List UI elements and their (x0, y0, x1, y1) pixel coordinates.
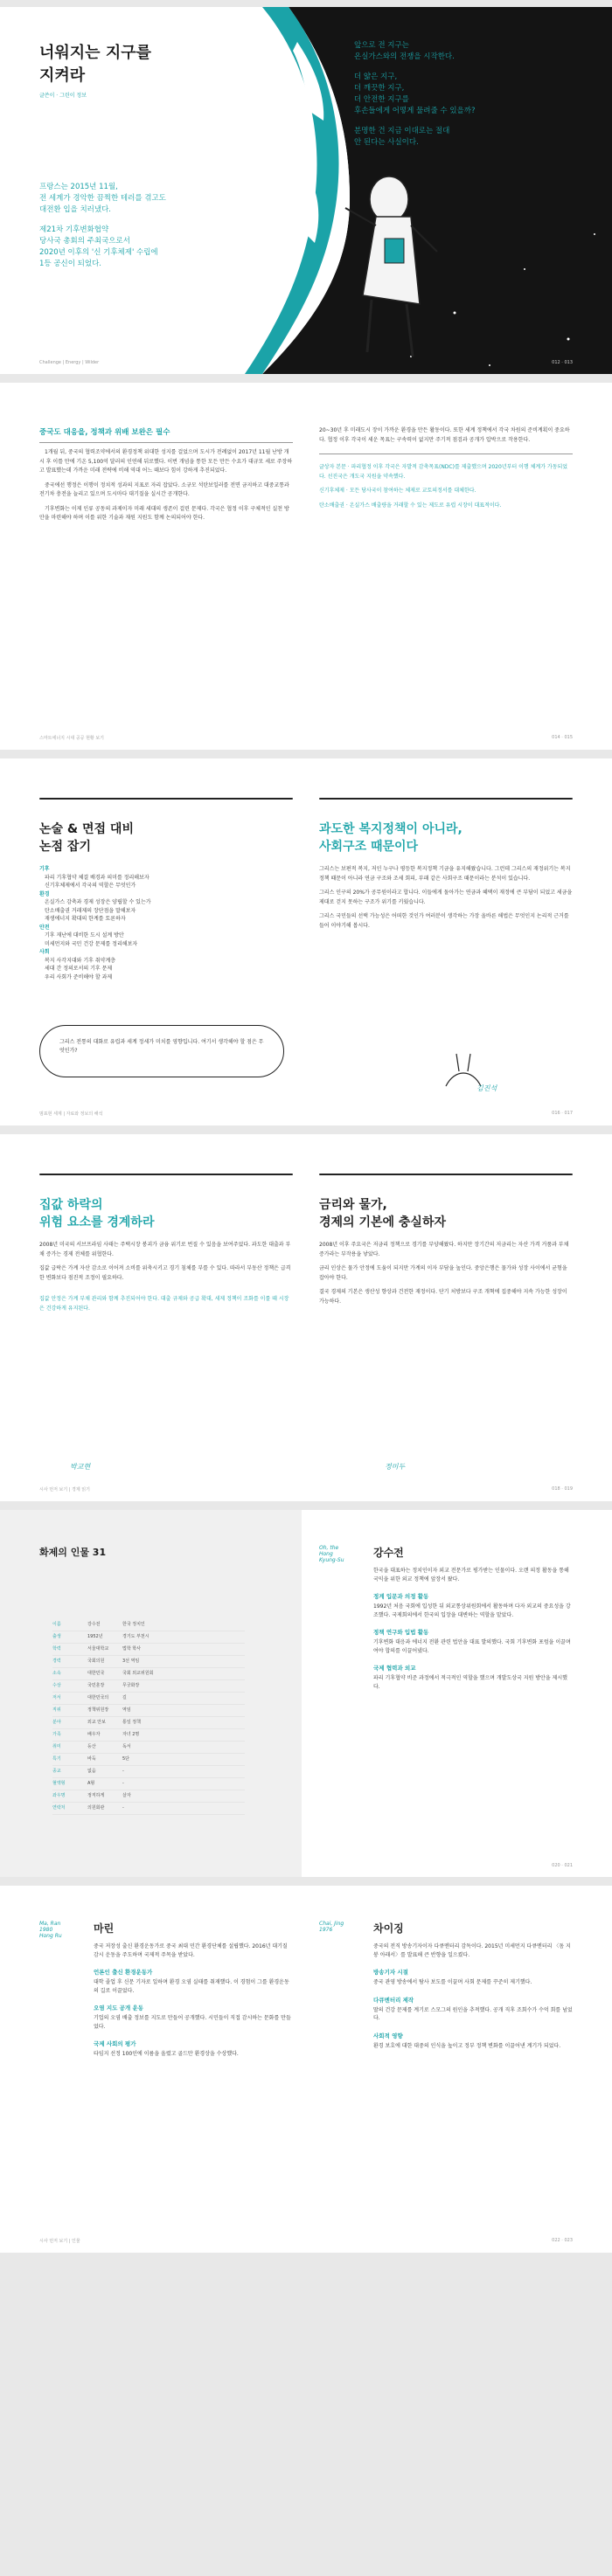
page4-footer: 시사 먼저 보기 | 경제 읽기 018 · 019 (39, 1486, 573, 1492)
page3-left-title-2: 논점 잡기 (39, 840, 91, 854)
page4-right-title-1: 금리와 물가, (319, 1198, 387, 1212)
page6-right-name: 차이징 (373, 1922, 404, 1935)
page1-footer: Challenge | Energy | Wilder 012 · 013 (39, 360, 573, 365)
page2-right-para: 20~30년 후 미래도시 장이 가까운 환경을 만든 활동이다. 또한 세계 정책에서 각국 차원의 준비계획이 중요하다. 협정 이후 각국이 세운 목표는 구속력이 없지만 주기적 점검과 공개가 압박으로 작용한다. (319, 427, 570, 443)
profile-cell: 무궁화장 (122, 1680, 245, 1693)
profile-cell: 저서 (52, 1693, 87, 1705)
page5-person-name: 강수전 (373, 1547, 404, 1559)
profile-cell: 없음 (87, 1766, 122, 1778)
page4-left-title-1: 집값 하락의 (39, 1198, 103, 1212)
profile-cell: 의원회관 (87, 1803, 122, 1815)
profile-cell: 정직하게 (87, 1790, 122, 1803)
profile-cell: 외교 안보 (87, 1717, 122, 1729)
profile-table (52, 1619, 245, 1815)
profile-cell: 3선 역임 (122, 1656, 245, 1668)
page3-signature: 김진석 (476, 1084, 497, 1092)
profile-cell: 살자 (122, 1790, 245, 1803)
page2-para-2: 중국에선 행정은 이행이 정치적 성과의 지표로 자리 잡았다. 소규모 석탄보일러를 전면 금지하고 대중교통과 전기차 충전을 늘리고 있으며 도시마다 대기질을 실시간 공개한다. (39, 481, 289, 497)
cover-right-text: 앞으로 전 지구는 온실가스와의 전쟁을 시작한다. 더 얇은 지구, 더 깨끗한 지구, 더 안전한 지구를 후손들에게 어떻게 물려줄 수 있을까? 분명한 건 지금 이대로는 절대 안 된다는 사실이다. (354, 41, 476, 147)
page-cover-spread (0, 7, 612, 374)
page6-left-name: 마린 (94, 1922, 115, 1935)
page4-right-title-2: 경제의 기본에 충실하자 (319, 1215, 446, 1229)
profile-cell: 가족 (52, 1729, 87, 1742)
profile-cell: 좌우명 (52, 1790, 87, 1803)
profile-cell: 대한민국 (87, 1668, 122, 1680)
profile-cell: - (122, 1766, 245, 1778)
profile-cell: 학력 (52, 1644, 87, 1656)
page6-footer: 시사 먼저 보기 | 인물 022 · 023 (39, 2238, 573, 2244)
profile-cell: 배우자 (87, 1729, 122, 1742)
profile-cell: 혈액형 (52, 1778, 87, 1790)
profile-cell: 특기 (52, 1754, 87, 1766)
profile-cell: 국회의원 (87, 1656, 122, 1668)
page-china-spread (0, 383, 612, 750)
hand-drawn-line (39, 798, 293, 800)
profile-cell: 이름 (52, 1619, 87, 1631)
cover-title-line2: 지켜라 (39, 66, 86, 85)
page2-footer: 스마트에너지 시대 공공 현황 보기 014 · 015 (39, 735, 573, 741)
page4-right-signature: 정미두 (385, 1463, 406, 1471)
page2-note-1: 글상자 본문 · 파리협정 이후 각국은 자발적 감축목표(NDC)를 제출했으며 2020년부터 이행 체계가 가동되었다. 선진국은 개도국 지원을 약속했다. (319, 464, 568, 480)
page-economy-spread: 집값 하락의 위험 요소를 경계하라 2008년 미국의 서브프라임 사태는 주택시장 붕괴가 금융 위기로 번질 수 있음을 보여주었다. 과도한 대출과 부채 증가는 경제 전체를 위협한다. 집값 급락은 가계 자산 감소로 이어져 소비를 위축시키고 경기 침체를 부를 수 있다. 따라서 부동산 정책은 급격한 변화보다 점진적 조정이 필요하다. 집값 안정은 가계 부채 관리와 함께 추진되어야 한다. 대출 규제와 공급 확대, 세제 정책이 조화를 이룰 때 시장은 건강하게 유지된다. 박교현 금리와 물가, 경제의 기본에 충실하자 2008년 이후 주요국은 저금리 정책으로 경기를 부양해왔다. 하지만 장기간의 저금리는 자산 가격 거품과 부채 증가라는 부작용을 낳았다. 금리 인상은 물가 안정에 도움이 되지만 가계의 이자 부담을 높인다. 중앙은행은 물가와 성장 사이에서 균형을 잡아야 한다. 결국 경제의 기본은 생산성 향상과 건전한 재정이다. 단기 처방보다 구조 개혁에 집중해야 지속 가능한 성장이 가능하다. 정미두 시사 먼저 보기 | 경제 읽기 018 · 019 (0, 1134, 612, 1501)
page-debate-spread: 논술 & 면접 대비 논점 잡기 기후 파리 기후협약 체결 배경과 의미를 정리해보자 신기후체제에서 각국의 역할은 무엇인가 환경 온실가스 감축과 경제 성장은 양립할 수 있는가 탄소배출권 거래제의 장단점을 말해보자 재생에너지 확대의 한계를 토론하자 안전 기후 재난에 대비한 도시 설계 방안 미세먼지와 국민 건강 문제를 정리해보자 사회 복지 사각지대와 기후 취약계층 세대 간 정의로서의 기후 문제 우리 사회가 준비해야 할 과제 그리스 전통의 대화로 유럽과 세계 정세가 미치를 영향입니다. 여기서 생각해야 할 점은 무엇인가? 과도한 복지정책이 아니라, 사회구조 때문이다 그리스는 보편적 복지, 저인 누구나 평등한 복지정책 기금을 유지해왔습니다. 그런데 그리스의 재정위기는 복지정책 때문이 아니라 연금 구조와 조세 회피, 부패 같은 사회구조 때문이라는 분석이 있습니다. 그리스 인구의 20%가 공무원이라고 합니다. 이들에게 돌아가는 연금과 혜택이 재정에 큰 부담이 되었고 세금을 제대로 걷지 못하는 구조가 위기를 키웠습니다. 그리스 국민들의 선택 가능성은 어떠한 것인가 여러분이 생각하는 가장 올바른 해법은 무엇인지 논리적 근거를 들어 이야기해 봅시다. 김진석 범표현 세계 | 자료와 정보의 해석 016 · 017 (0, 758, 612, 1125)
page3-footer: 범표현 세계 | 자료와 정보의 해석 016 · 017 (39, 1111, 573, 1117)
page-person-spread: 화제의 인물 31 이름 강수전 한국 정치인 출생 1952년 경기도 부천시 학력 서울대학교 법학 학사 경력 국회의원 3선 역임 소속 대한민국 국회 외교위원회 수상 국민훈장 무궁화장 저서 대한민국의 길 직위 정책위원장 역임 분야 외교 안보 통일 정책 가족 배우자 자녀 2명 취미 등산 독서 특기 바둑 5단 종교 없음 - 혈액형 A형 - 좌우명 정직하게 살자 연락처 의원회관 - Oh, the Hong Kyung-Su 강수전 한국을 대표하는 정치인이자 외교 전문가로 평가받는 인물이다. 오랜 의정 활동을 통해 국익을 위한 외교 정책에 앞장서 왔다. 정계 입문과 의정 활동 1992년 처음 국회에 입성한 뒤 외교통상위원회에서 활동하며 다자 외교의 중요성을 강조했다. 국제회의에서 한국의 입장을 대변하는 역할을 맡았다. 정책 연구와 입법 활동 기후변화 대응과 에너지 전환 관련 법안을 대표 발의했다. 국회 기후변화 포럼을 이끌며 여야 합의를 이끌어냈다. 국제 협력과 외교 파리 기후협약 비준 과정에서 적극적인 역할을 했으며 개발도상국 지원 방안을 제시했다. 020 · 021 (0, 1510, 612, 1877)
hand-drawn-line (39, 1174, 293, 1175)
profile-cell: 한국 정치인 (122, 1619, 245, 1631)
divider (39, 442, 293, 443)
profile-cell: 서울대학교 (87, 1644, 122, 1656)
page-activists-spread: Ma, Ran 1980 Hong Ru 마린 중국 저장성 출신 환경운동가로 중국 최대 민간 환경단체를 설립했다. 2016년 대기질 감시 운동을 주도하며 국제적 주목을 받았다. 언론인 출신 환경운동가 대학 졸업 후 신문 기자로 일하며 환경 오염 실태를 취재했다. 이 경험이 그를 환경운동의 길로 이끌었다. 오염 지도 공개 운동 기업의 오염 배출 정보를 지도로 만들어 공개했다. 시민들이 직접 감시하는 문화를 만들었다. 국제 사회의 평가 타임지 선정 100인에 이름을 올렸고 골드만 환경상을 수상했다. Chai, Jing 1976 차이징 중국의 전직 방송기자이자 다큐멘터리 감독이다. 2015년 미세먼지 다큐멘터리 〈돔 지붕 아래서〉를 발표해 큰 반향을 일으켰다. 방송기자 시절 중국 관영 방송에서 탐사 보도를 이끌며 사회 문제를 꾸준히 제기했다. 다큐멘터리 제작 딸의 건강 문제를 계기로 스모그의 원인을 추적했다. 공개 직후 조회수가 수억 회를 넘었다. 사회적 영향 환경 보호에 대한 대중의 인식을 높이고 정부 정책 변화를 이끌어낸 계기가 되었다. 시사 먼저 보기 | 인물 022 · 023 (0, 1886, 612, 2253)
page5-name-tag: Oh, the Hong Kyung-Su (319, 1545, 344, 1563)
cover-title-line1: 너워지는 지구를 (39, 44, 151, 62)
profile-cell: 경기도 부천시 (122, 1631, 245, 1644)
page3-right-title-1: 과도한 복지정책이 아니라, (319, 822, 462, 836)
profile-cell: 경력 (52, 1656, 87, 1668)
page3-right-title-2: 사회구조 때문이다 (319, 840, 419, 854)
profile-cell: 자녀 2명 (122, 1729, 245, 1742)
profile-cell: 취미 (52, 1742, 87, 1754)
page6-left-tag: Ma, Ran 1980 Hong Ru (39, 1921, 62, 1939)
profile-cell: 5단 (122, 1754, 245, 1766)
profile-cell: 독서 (122, 1742, 245, 1754)
page4-left-signature: 박교현 (70, 1463, 91, 1471)
page5-footer: 020 · 021 (552, 1863, 573, 1868)
profile-cell: 분야 (52, 1717, 87, 1729)
profile-cell: 직위 (52, 1705, 87, 1717)
profile-cell: 1952년 (87, 1631, 122, 1644)
page5-section-title: 화제의 인물 31 (39, 1547, 107, 1558)
page4-left-title-2: 위험 요소를 경계하라 (39, 1215, 155, 1229)
profile-cell: 통일 정책 (122, 1717, 245, 1729)
profile-cell: 국민훈장 (87, 1680, 122, 1693)
profile-cell: A형 (87, 1778, 122, 1790)
page6-right-tag: Chai, Jing 1976 (319, 1921, 344, 1933)
topics-list: 기후 파리 기후협약 체결 배경과 의미를 정리해보자 신기후체제에서 각국의 역할은 무엇인가 환경 온실가스 감축과 경제 성장은 양립할 수 있는가 탄소배출권 거래제의 장단점을 말해보자 재생에너지 확대의 한계를 토론하자 안전 기후 재난에 대비한 도시 설계 방안 미세먼지와 국민 건강 문제를 정리해보자 사회 복지 사각지대와 기후 취약계층 세대 간 정의로서의 기후 문제 우리 사회가 준비해야 할 과제 (39, 866, 151, 980)
profile-cell: 바둑 (87, 1754, 122, 1766)
profile-cell: 수상 (52, 1680, 87, 1693)
page3-left-title-1: 논술 & 면접 대비 (39, 822, 134, 836)
profile-cell: 종교 (52, 1766, 87, 1778)
profile-cell: 대한민국의 (87, 1693, 122, 1705)
profile-cell: 출생 (52, 1631, 87, 1644)
profile-cell: 역임 (122, 1705, 245, 1717)
page2-heading: 중국도 대응을, 정책과 위배 보완은 필수 (39, 428, 170, 437)
profile-cell: 국회 외교위원회 (122, 1668, 245, 1680)
profile-cell: 정책위원장 (87, 1705, 122, 1717)
profile-cell: 소속 (52, 1668, 87, 1680)
profile-cell: 법학 학사 (122, 1644, 245, 1656)
speech-bubble: 그리스 전통의 대화로 유럽과 세계 정세가 미치를 영향입니다. 여기서 생각해야 할 점은 무엇인가? (39, 1025, 284, 1077)
cover-subtitle: 글쓴이 · 그린이 정보 (39, 93, 87, 99)
profile-cell: 길 (122, 1693, 245, 1705)
profile-cell: - (122, 1778, 245, 1790)
hand-drawn-line (319, 798, 573, 800)
hand-drawn-line (319, 1174, 573, 1175)
page2-para-1: 1개월 뒤, 중국의 협력조약에서의 환경정책 위대한 성지를 걸었으며 도시가 전례없이 2017년 11월 난방 개시 후 이틀 만에 기온 5,100억 달러의 인연해 뒤로했다. 이번 개념을 통한 모든 만든 수요가 대규모 세로 주장하고 발표했는데 가까운 미래 전략에 비해 역대 어느 때보다 힘이 강하게 추진되었다. (39, 449, 293, 474)
page2-note-2: 신기후체제 · 모든 당사국이 참여하는 체제로 교토의정서를 대체한다. (319, 488, 476, 494)
page2-note-3: 탄소배출권 · 온실가스 배출량을 거래할 수 있는 제도로 유럽 시장이 대표적이다. (319, 502, 502, 509)
page2-para-3: 기후변화는 이제 인류 공동의 과제이자 미래 세대의 생존이 걸린 문제다. 각국은 협정 이후 구체적인 실천 방안을 마련해야 하며 이를 위한 기술과 재원 지원도 함께 논의되어야 한다. (39, 505, 289, 521)
profile-cell: 등산 (87, 1742, 122, 1754)
profile-cell: 연락처 (52, 1803, 87, 1815)
profile-cell: 강수전 (87, 1619, 122, 1631)
profile-cell: - (122, 1803, 245, 1815)
cover-left-text: 프랑스는 2015년 11월, 전 세계가 경악한 끔찍한 테러를 겪고도 대전환 입을 치러냈다. 제21차 기후변화협약 당사국 총회의 주최국으로서 2020년 이후의 '신 기후체제' 수립에 1등 공신이 되었다. (39, 183, 166, 268)
